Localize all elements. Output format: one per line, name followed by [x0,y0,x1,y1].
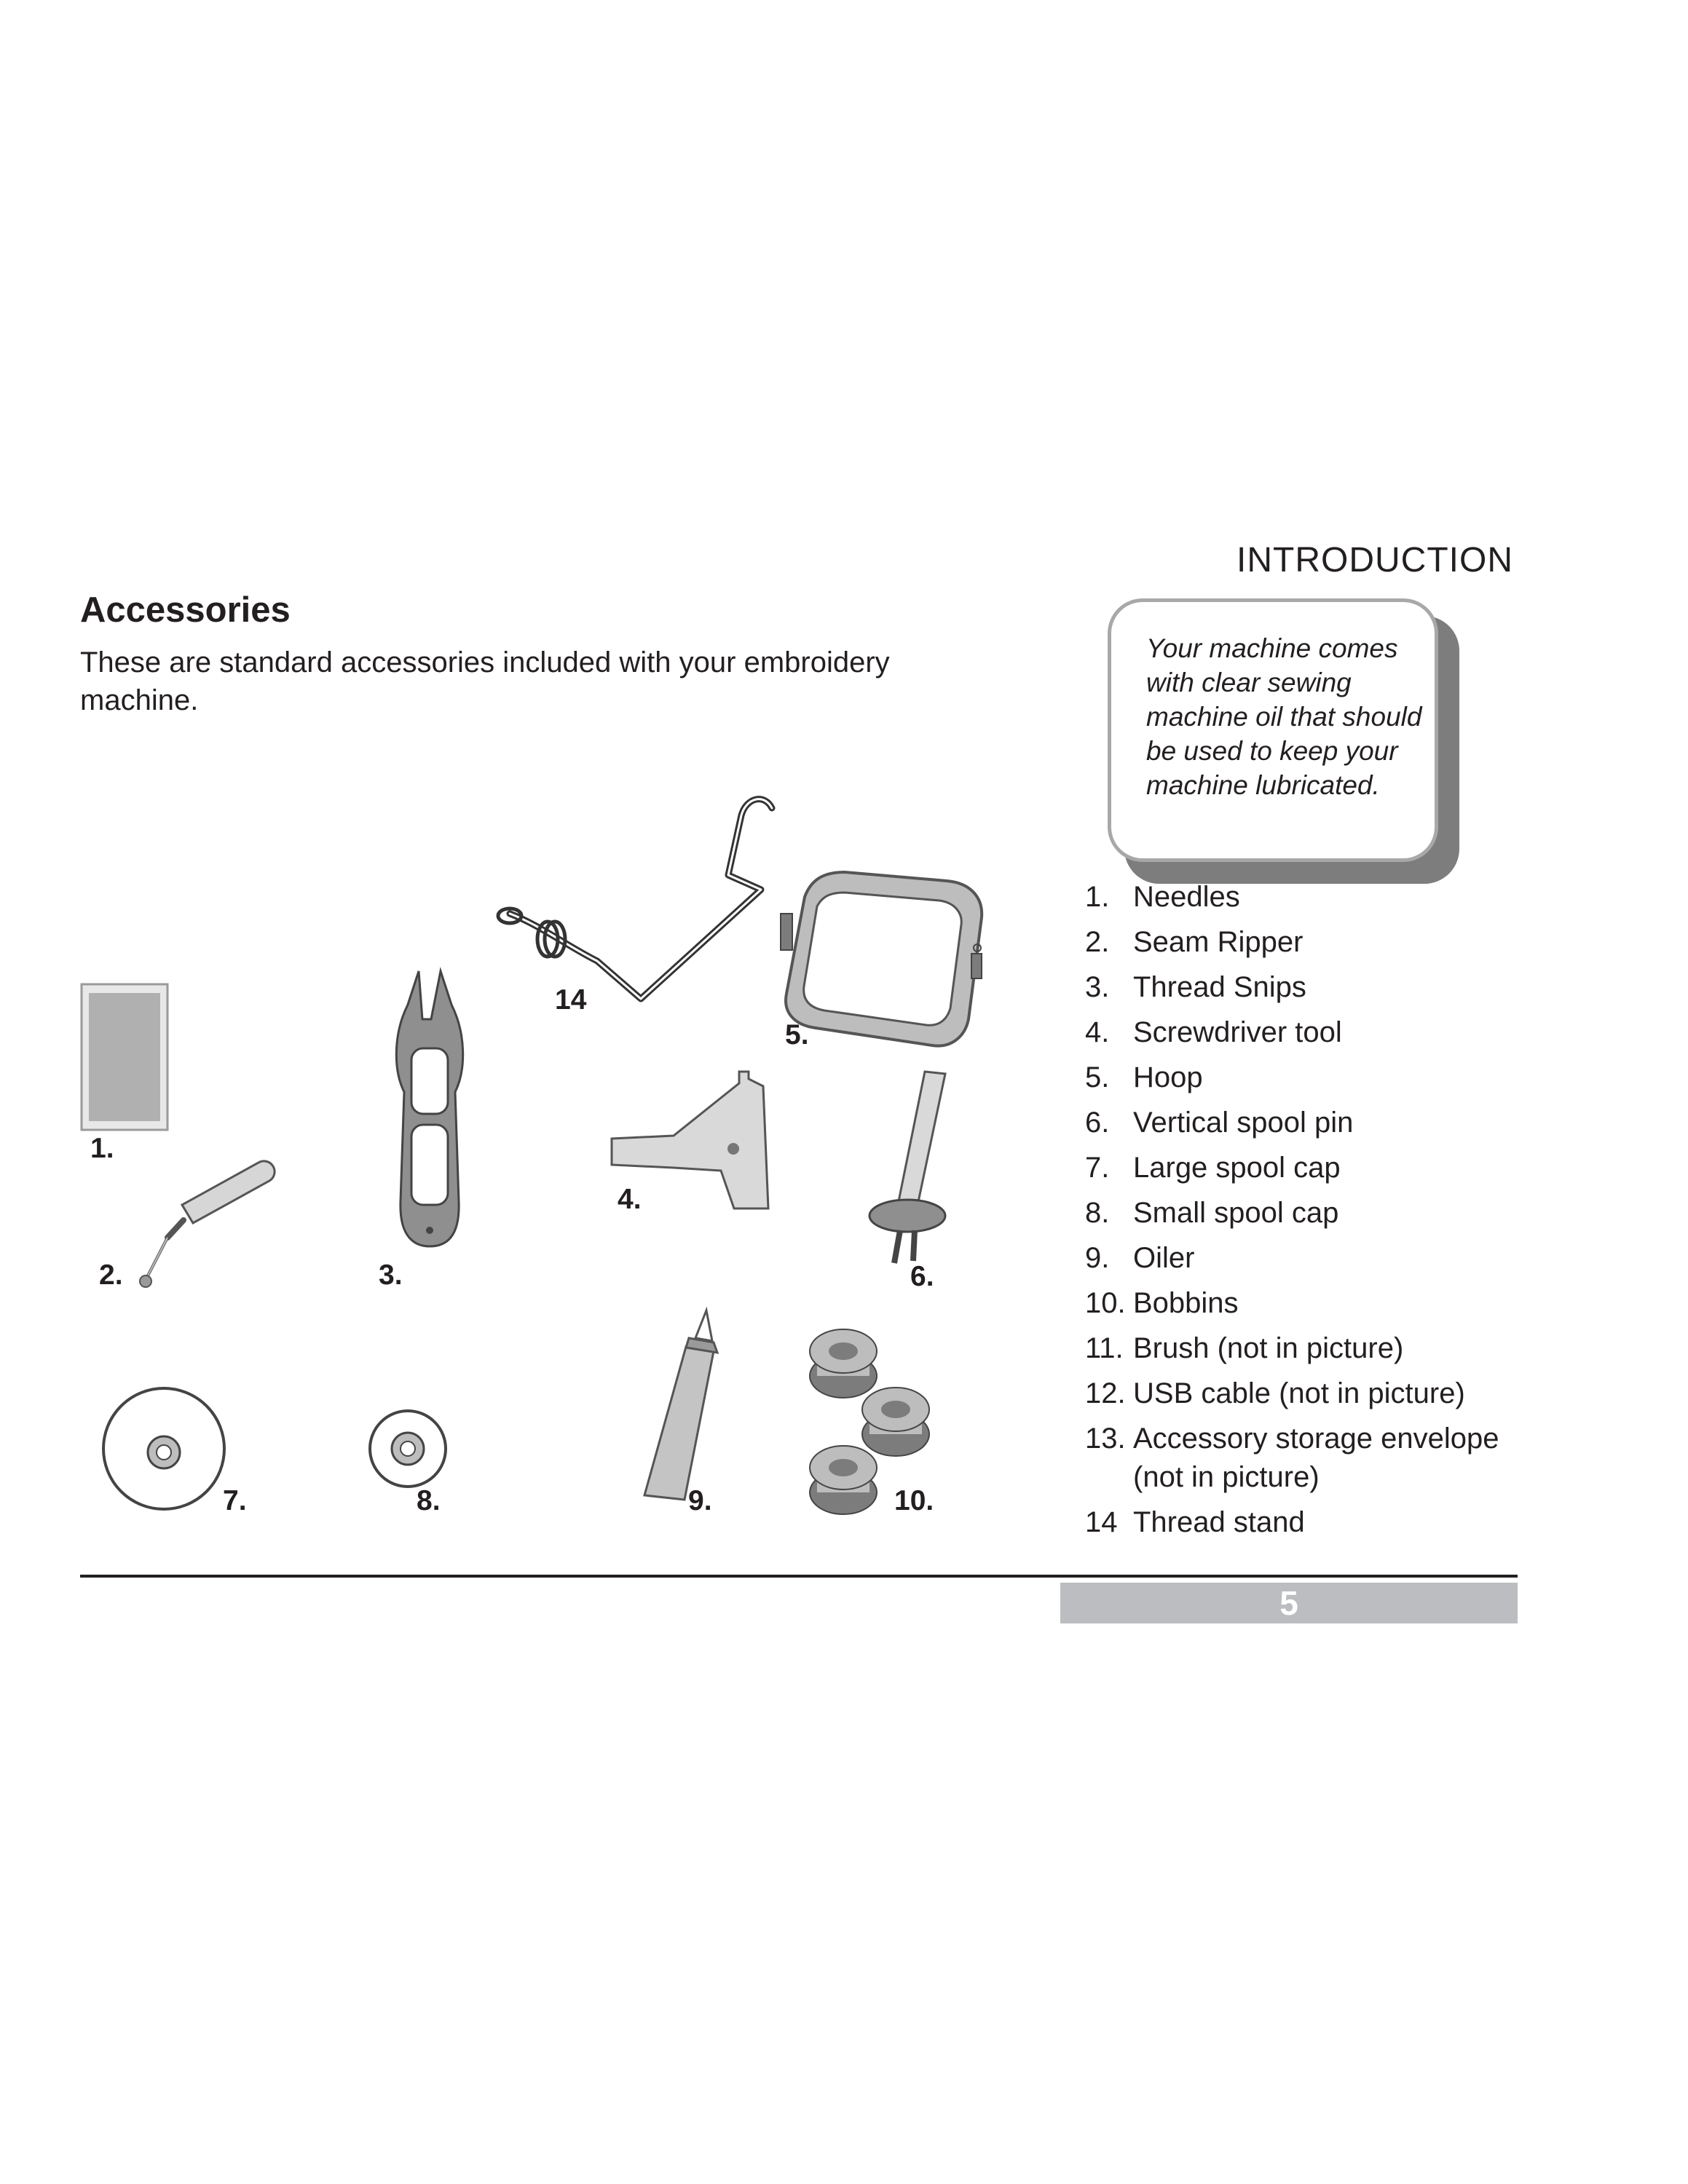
item-number: 8. [1085,1197,1110,1229]
page-heading: Accessories [80,590,291,630]
hoop-icon [781,872,982,1046]
item-number: 1. [1085,881,1110,913]
item-label: Screwdriver tool [1133,1016,1342,1048]
vertical-spool-pin-icon [869,1072,945,1263]
footer-rule [80,1575,1518,1578]
item-number: 2. [1085,926,1110,958]
item-number: 12. [1085,1377,1126,1409]
callout-text: Your machine comes with clear sewing machine oil that should be used to keep your machine lubricated. [1146,633,1422,800]
item-label: Needles [1133,881,1240,913]
figure-label-9: 9. [688,1485,712,1516]
item-number: 4. [1085,1016,1110,1048]
section-title: INTRODUCTION [1237,541,1513,579]
figure-label-14: 14 [555,984,587,1016]
bobbin-icon [810,1329,877,1398]
item-number: 13. [1085,1423,1126,1455]
item-label: Thread stand [1133,1506,1305,1538]
needles-package-icon [82,984,167,1130]
seam-ripper-icon [140,1161,275,1287]
figure-label-1: 1. [90,1133,114,1164]
item-number: 6. [1085,1107,1110,1139]
oiler-icon [644,1310,717,1500]
item-number: 5. [1085,1061,1110,1093]
figure-label-3: 3. [379,1259,403,1291]
item-number: 3. [1085,971,1110,1003]
item-number: 9. [1085,1242,1110,1274]
figure-label-8: 8. [417,1485,441,1516]
item-number: 11. [1085,1332,1124,1364]
item-number: 7. [1085,1152,1110,1184]
bobbin-icon [810,1446,877,1514]
item-label: Accessory storage envelope (not in picture) [1133,1423,1499,1493]
intro-text: These are standard accessories included with your embroidery machine. [80,646,890,716]
figure-label-5: 5. [785,1019,809,1051]
large-spool-cap-icon [103,1388,224,1509]
item-label: Large spool cap [1133,1152,1341,1184]
figure-label-4: 4. [618,1184,642,1215]
thread-stand-icon [498,799,772,999]
item-number: 14 [1085,1506,1118,1538]
item-label: Oiler [1133,1242,1195,1274]
figure-label-7: 7. [223,1485,247,1516]
item-label: Bobbins [1133,1287,1239,1319]
thread-snips-icon [396,971,462,1246]
small-spool-cap-icon [370,1411,446,1487]
bobbin-icon [862,1388,929,1456]
item-label: Vertical spool pin [1133,1107,1354,1139]
item-label: Brush (not in picture) [1133,1332,1404,1364]
figure-label-6: 6. [910,1261,934,1292]
item-label: Seam Ripper [1133,926,1304,958]
item-label: USB cable (not in picture) [1133,1377,1465,1409]
item-number: 10. [1085,1287,1126,1319]
item-label: Small spool cap [1133,1197,1339,1229]
figure-label-2: 2. [99,1259,123,1291]
figure-label-10: 10. [894,1485,934,1516]
item-label: Hoop [1133,1061,1203,1093]
page-number: 5 [1060,1583,1518,1623]
item-label: Thread Snips [1133,971,1306,1003]
